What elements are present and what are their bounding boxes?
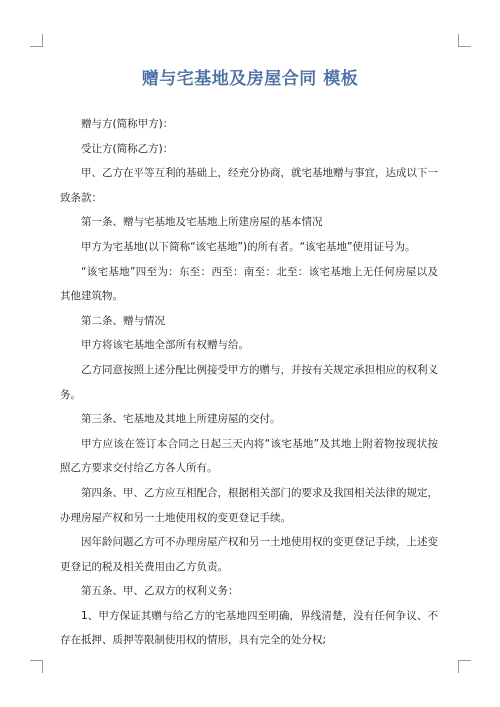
paragraph-article-1-heading: 第一条、赠与宅基地及宅基地上所建房屋的基本情况 <box>81 216 323 229</box>
document-body <box>60 112 438 653</box>
paragraph-article-5-item-1: 1、甲方保证其赠与给乙方的宅基地四至明确，界线清楚，没有任何争议、不存在抵押、质押等限制使用权的情形，具有完全的处分权; <box>60 609 438 647</box>
crop-mark-top-right <box>458 34 471 47</box>
paragraph-preamble: 甲、乙方在平等互利的基础上，经充分协商，就宅基地赠与事宜，达成以下一致条款： <box>60 167 438 204</box>
paragraph-article-3-heading: 第三条、宅基地及其地上所建房屋的交付。 <box>81 413 281 426</box>
paragraph-article-5-heading: 第五条、甲、乙双方的权利义务： <box>81 585 239 598</box>
paragraph-article-2-heading: 第二条、赠与情况 <box>81 314 165 327</box>
paragraph-article-4-registration: 第四条、甲、乙方应互相配合，根据相关部门的要求及我国相关法律的规定，办理房屋产权和另一土地使用权的变更登记手续。 <box>60 486 438 524</box>
document-title: 赠与宅基地及房屋合同 模板 <box>141 69 359 89</box>
paragraph-article-1-owner: 甲方为宅基地(以下简称“该宅基地”)的所有者。“该宅基地”使用证号为。 <box>81 240 416 253</box>
crop-mark-bottom-left <box>30 660 43 673</box>
paragraph-article-2-grant: 甲方将该宅基地全部所有权赠与给。 <box>81 339 249 352</box>
paragraph-article-2-acceptance: 乙方同意按照上述分配比例接受甲方的赠与，并按有关规定承担相应的权利义务。 <box>60 363 438 401</box>
paragraph-donor: 赠与方(简称甲方)： <box>81 118 174 130</box>
crop-mark-bottom-right <box>458 660 471 673</box>
paragraph-article-1-boundaries: “该宅基地”四至为：东至：西至：南至：北至：该宅基地上无任何房屋以及其他建筑物。 <box>60 265 438 303</box>
crop-mark-top-left <box>30 34 43 47</box>
paragraph-article-3-delivery: 甲方应该在签订本合同之日起三天内将“该宅基地”及其地上附着物按现状按照乙方要求交付给乙方各人所有。 <box>60 437 438 475</box>
paragraph-article-4-fees: 因年龄问题乙方可不办理房屋产权和另一土地使用权的变更登记手续，上述变更登记的税及相关费用由乙方负责。 <box>60 536 438 573</box>
paragraph-recipient: 受让方(简称乙方)： <box>81 142 174 155</box>
